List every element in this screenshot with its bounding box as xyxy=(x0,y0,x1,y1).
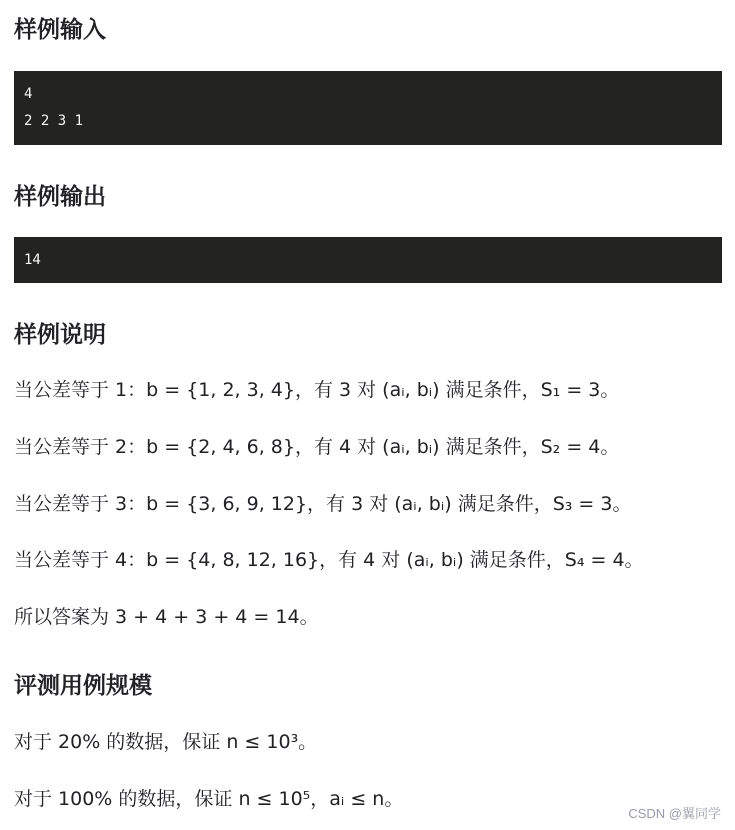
code-line: 4 xyxy=(24,86,33,102)
watermark: CSDN @翼同学 xyxy=(628,806,721,821)
explanation-heading: 样例说明 xyxy=(14,322,106,348)
explanation-line: 当公差等于 1：b = {1, 2, 3, 4}，有 3 对 (aᵢ, bᵢ) 满足条件，S₁ = 3。 xyxy=(14,379,620,401)
explanation-line: 当公差等于 2：b = {2, 4, 6, 8}，有 4 对 (aᵢ, bᵢ) 满足条件，S₂ = 4。 xyxy=(14,436,620,458)
constraints-heading: 评测用例规模 xyxy=(14,673,152,699)
sample-output-heading: 样例输出 xyxy=(14,184,106,210)
sample-output-code-block xyxy=(14,237,722,283)
explanation-line: 所以答案为 3 + 4 + 3 + 4 = 14。 xyxy=(14,606,319,628)
constraint-line: 对于 20% 的数据，保证 n ≤ 10³。 xyxy=(14,731,318,753)
code-line: 2 2 3 1 xyxy=(24,113,84,129)
explanation-line: 当公差等于 3：b = {3, 6, 9, 12}，有 3 对 (aᵢ, bᵢ) 满足条件，S₃ = 3。 xyxy=(14,493,632,515)
sample-input-heading: 样例输入 xyxy=(14,17,106,43)
constraint-line: 对于 100% 的数据，保证 n ≤ 10⁵，aᵢ ≤ n。 xyxy=(14,788,404,810)
sample-input-code-block xyxy=(14,71,722,145)
code-line: 14 xyxy=(24,252,41,268)
explanation-line: 当公差等于 4：b = {4, 8, 12, 16}，有 4 对 (aᵢ, bᵢ) 满足条件，S₄ = 4。 xyxy=(14,549,644,571)
